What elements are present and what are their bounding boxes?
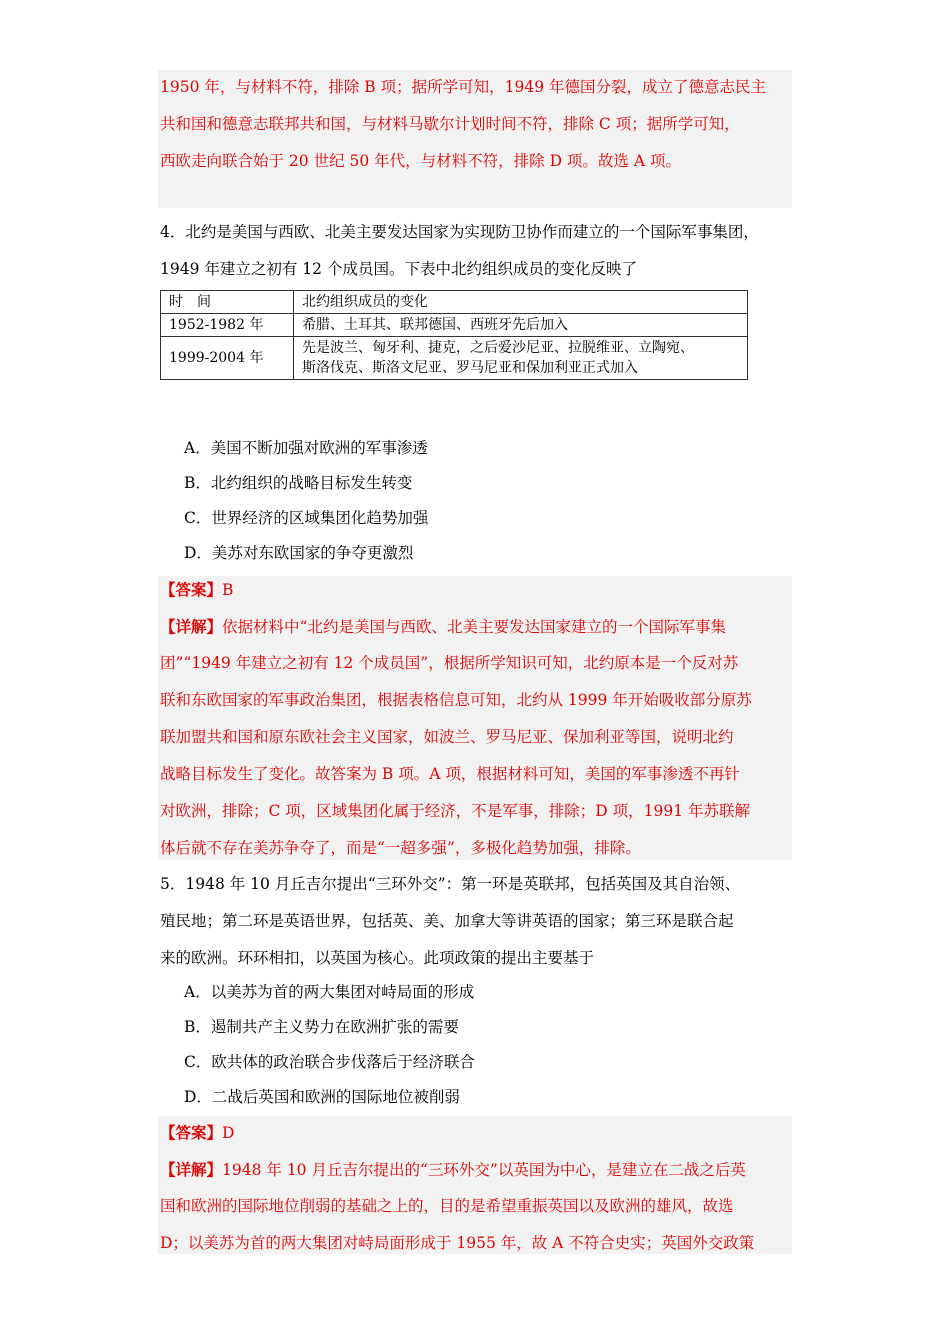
q3-explanation-line: 1950 年，与材料不符，排除 B 项；据所学可知，1949 年德国分裂，成立了德意志民主 (160, 78, 766, 96)
table-row (161, 314, 748, 337)
table-header-row (161, 291, 748, 314)
detail-label: 【详解】 (160, 617, 223, 636)
answer-value: D (222, 1124, 235, 1142)
q4-option-c[interactable]: C．世界经济的区域集团化趋势加强 (184, 509, 429, 527)
detail-label: 【详解】 (160, 1160, 223, 1179)
answer-value: B (222, 581, 234, 599)
answer-line (160, 571, 792, 608)
table-cell-time: 1999-2004 年 (161, 337, 294, 380)
q4-stem-line: 4．北约是美国与西欧、北美主要发达国家为实现防卫协作而建立的一个国际军事集团， (160, 223, 759, 241)
q5-option-a[interactable]: A．以美苏为首的两大集团对峙局面的形成 (184, 983, 475, 1001)
q3-explanation-line: 西欧走向联合始于 20 世纪 50 年代，与材料不符，排除 D 项。故选 A 项。 (160, 152, 681, 170)
table-row (161, 337, 748, 380)
detail-line: 战略目标发生了变化。故答案为 B 项。A 项，根据材料可知，美国的军事渗透不再针 (160, 765, 740, 783)
detail-line (160, 1151, 792, 1188)
detail-line (160, 608, 792, 645)
detail-line: 联和东欧国家的军事政治集团，根据表格信息可知，北约从 1999 年开始吸收部分原苏 (160, 691, 752, 709)
table-header-time: 时 间 (161, 291, 294, 314)
answer-line (160, 1114, 792, 1151)
q5-stem-line: 殖民地；第二环是英语世界，包括英、美、加拿大等讲英语的国家；第三环是联合起 (160, 912, 734, 930)
q5-option-d[interactable]: D．二战后英国和欧洲的国际地位被削弱 (184, 1088, 460, 1106)
detail-text: 1948 年 10 月丘吉尔提出的“三环外交”以英国为中心，是建立在二战之后英 (222, 1161, 746, 1179)
nato-membership-table (160, 290, 748, 380)
q4-answer (160, 571, 792, 867)
detail-text: 依据材料中“北约是美国与西欧、北美主要发达国家建立的一个国际军事集 (222, 618, 726, 636)
q4-option-a[interactable]: A．美国不断加强对欧洲的军事渗透 (184, 439, 428, 457)
detail-line: 团”“1949 年建立之初有 12 个成员国”，根据所学知识可知，北约原本是一个反对苏 (160, 654, 739, 672)
table-header-change: 北约组织成员的变化 (294, 291, 748, 314)
q5-option-c[interactable]: C．欧共体的政治联合步伐落后于经济联合 (184, 1053, 475, 1071)
table-cell-change (294, 337, 748, 380)
detail-line: 联加盟共和国和原东欧社会主义国家，如波兰、罗马尼亚、保加利亚等国，说明北约 (160, 728, 734, 746)
table-cell-line: 先是波兰、匈牙利、捷克，之后爱沙尼亚、拉脱维亚、立陶宛、 (302, 340, 694, 356)
detail-line: D；以美苏为首的两大集团对峙局面形成于 1955 年，故 A 不符合史实；英国外交政策 (160, 1234, 755, 1252)
detail-line: 体后就不存在美苏争夺了，而是“一超多强”，多极化趋势加强，排除。 (160, 839, 641, 857)
q5-stem-line: 5．1948 年 10 月丘吉尔提出“三环外交”：第一环是英联邦，包括英国及其自治领、 (160, 875, 741, 893)
detail-line: 对欧洲，排除；C 项，区域集团化属于经济，不是军事，排除；D 项，1991 年苏联解 (160, 802, 751, 820)
table-cell-time: 1952-1982 年 (161, 314, 294, 337)
q5-option-b[interactable]: B．遏制共产主义势力在欧洲扩张的需要 (184, 1018, 459, 1036)
table-cell-change: 希腊、土耳其、联邦德国、西班牙先后加入 (294, 314, 748, 337)
q4-stem (160, 214, 792, 288)
detail-line: 国和欧洲的国际地位削弱的基础之上的，目的是希望重振英国以及欧洲的雄风，故选 (160, 1197, 734, 1215)
q4-stem-line: 1949 年建立之初有 12 个成员国。下表中北约组织成员的变化反映了 (160, 260, 637, 278)
q5-answer (160, 1114, 792, 1262)
q5-stem (160, 866, 792, 977)
q4-option-b[interactable]: B．北约组织的战略目标发生转变 (184, 474, 413, 492)
answer-label: 【答案】 (160, 1123, 223, 1142)
answer-label: 【答案】 (160, 580, 223, 599)
q5-stem-line: 来的欧洲。环环相扣，以英国为核心。此项政策的提出主要基于 (160, 949, 595, 967)
q3-explanation (160, 69, 792, 180)
table-cell-line: 斯洛伐克、斯洛文尼亚、罗马尼亚和保加利亚正式加入 (302, 360, 638, 376)
q3-explanation-line: 共和国和德意志联邦共和国，与材料马歇尔计划时间不符，排除 C 项；据所学可知， (160, 115, 740, 133)
q4-option-d[interactable]: D．美苏对东欧国家的争夺更激烈 (184, 544, 414, 562)
